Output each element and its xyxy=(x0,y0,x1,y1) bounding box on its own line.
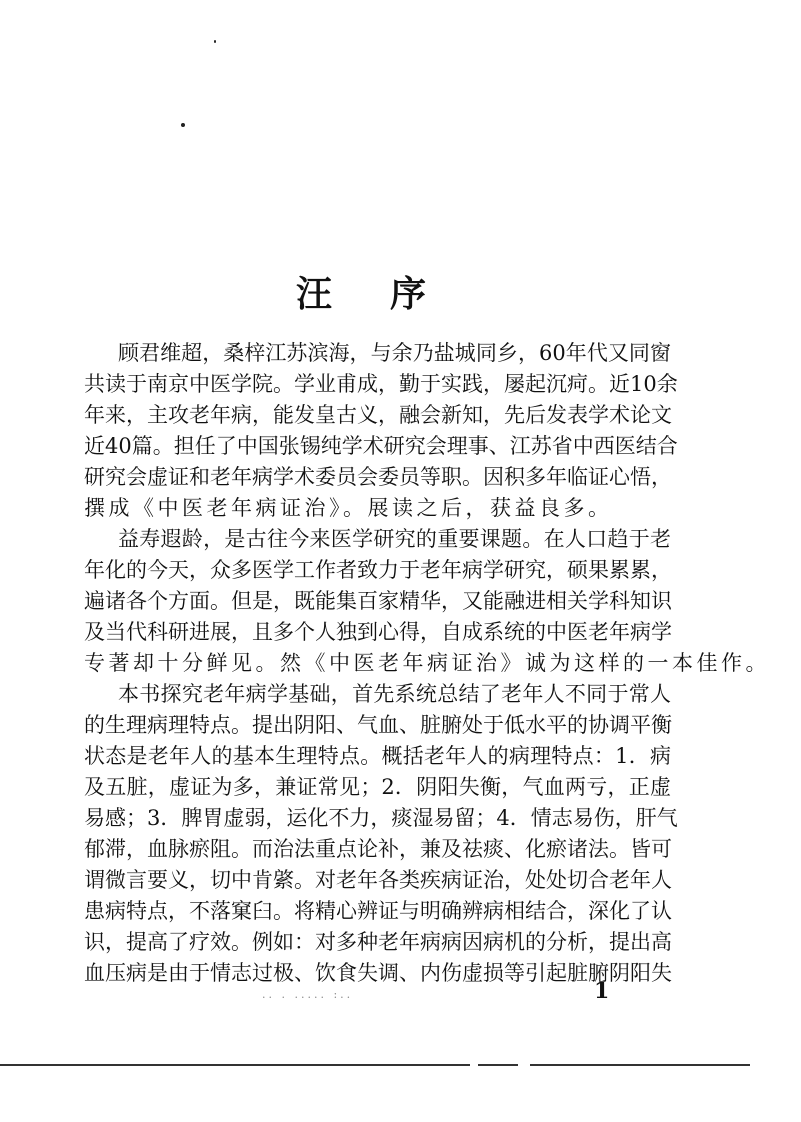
scan-speck xyxy=(181,123,185,127)
footer-smudge: .. . ..... :.. xyxy=(262,988,354,1001)
text-line: 近40篇。担任了中国张锡纯学术研究会理事、江苏省中西医结合 xyxy=(84,434,678,458)
text-line: 血压病是由于情志过极、饮食失调、内伤虚损等引起脏腑阴阳失 xyxy=(84,961,672,985)
text-line: 郁滞，血脉瘀阻。而治法重点论补，兼及祛痰、化瘀诸法。皆可 xyxy=(84,837,672,861)
bottom-rule xyxy=(0,1064,470,1066)
text-line: 顾君维超，桑梓江苏滨海，与余乃盐城同乡，60年代又同窗 xyxy=(118,341,671,365)
text-line: 易感；3．脾胃虚弱，运化不力，痰湿易留；4．情志易伤，肝气 xyxy=(84,806,678,830)
text-line: 研究会虚证和老年病学术委员会委员等职。因积多年临证心悟， xyxy=(84,465,672,489)
scan-speck xyxy=(214,40,216,43)
title-char: 汪 xyxy=(296,274,333,315)
text-line: 谓微言要义，切中肯綮。对老年各类疾病证治，处处切合老年人 xyxy=(84,868,672,892)
title-char: 序 xyxy=(389,274,426,315)
text-line: 专著却十分鲜见。然《中医老年病证治》诚为这样的一本佳作。 xyxy=(84,651,770,675)
text-line: 状态是老年人的基本生理特点。概括老年人的病理特点：1．病 xyxy=(84,744,671,768)
text-line: 年化的今天，众多医学工作者致力于老年病学研究，硕果累累， xyxy=(84,558,672,582)
text-line: 年来，主攻老年病，能发皇古义，融会新知，先后发表学术论文 xyxy=(84,403,672,427)
text-line: 识，提高了疗效。例如：对多种老年病病因病机的分析，提出高 xyxy=(84,930,672,954)
text-line: 及五脏，虚证为多，兼证常见；2．阴阳失衡，气血两亏，正虚 xyxy=(84,775,671,799)
text-line: 及当代科研进展，且多个人独到心得，自成系统的中医老年病学 xyxy=(84,620,672,644)
page-number: 1 xyxy=(594,978,610,1004)
text-line: 患病特点，不落窠臼。将精心辨证与明确辨病相结合，深化了认 xyxy=(84,899,672,923)
bottom-rule xyxy=(530,1064,750,1066)
preface-body xyxy=(84,338,770,989)
text-line: 本书探究老年病学基础，首先系统总结了老年人不同于常人 xyxy=(118,682,671,706)
page-title xyxy=(296,266,426,317)
text-line: 的生理病理特点。提出阴阳、气血、脏腑处于低水平的协调平衡 xyxy=(84,713,672,737)
text-line: 遍诸各个方面。但是，既能集百家精华，又能融进相关学科知识 xyxy=(84,589,672,613)
text-line: 撰成《中医老年病证治》。展读之后，获益良多。 xyxy=(84,496,613,520)
text-line: 益寿遐龄，是古往今来医学研究的重要课题。在人口趋于老 xyxy=(118,527,671,551)
text-line: 共读于南京中医学院。学业甫成，勤于实践，屡起沉疴。近10余 xyxy=(84,372,678,396)
bottom-rule xyxy=(478,1064,518,1066)
